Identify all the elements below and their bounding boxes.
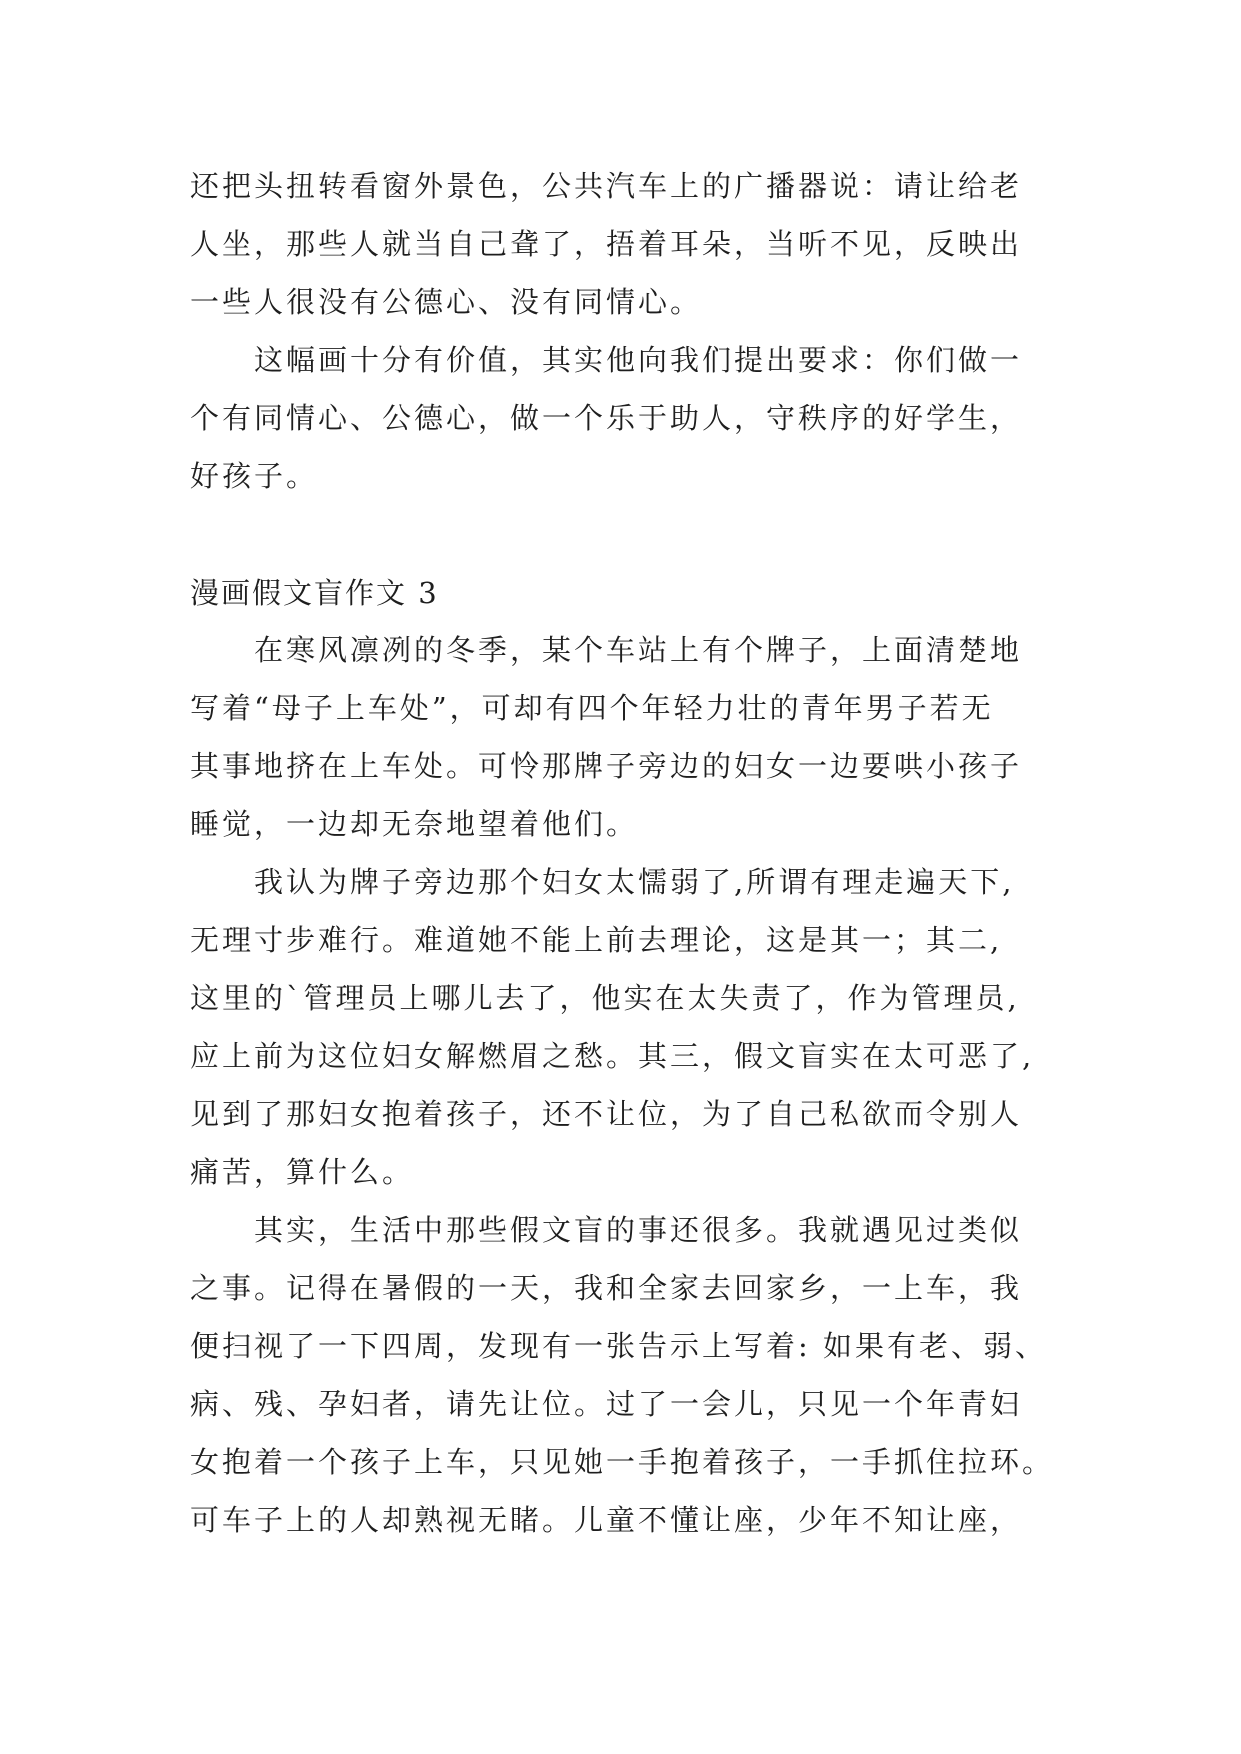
text-line: 这里的`管理员上哪儿去了，他实在太失责了，作为管理员, xyxy=(190,981,1020,1015)
text-line: 应上前为这位妇女解燃眉之愁。其三，假文盲实在太可恶了, xyxy=(190,1039,1035,1073)
text-line: 个有同情心、公德心，做一个乐于助人，守秩序的好学生， xyxy=(190,401,1023,435)
text-line: 其事地挤在上车处。可怜那牌子旁边的妇女一边要哄小孩子 xyxy=(190,749,1023,783)
essay-3-section xyxy=(190,565,1070,1549)
text-line: 见到了那妇女抱着孩子，还不让位，为了自己私欲而令别人 xyxy=(190,1097,1023,1131)
previous-essay-ending xyxy=(190,157,1070,505)
text-line: 其实，生活中那些假文盲的事还很多。我就遇见过类似 xyxy=(190,1213,1023,1247)
text-line: 还把头扭转看窗外景色，公共汽车上的广播器说：请让给老 xyxy=(190,169,1023,203)
text-line: 一些人很没有公德心、没有同情心。 xyxy=(190,285,703,319)
text-line: 之事。记得在暑假的一天，我和全家去回家乡，一上车，我 xyxy=(190,1271,1023,1305)
text-line: 在寒风凛冽的冬季，某个车站上有个牌子，上面清楚地 xyxy=(190,633,1023,667)
essay-title: 漫画假文盲作文 3 xyxy=(190,576,439,610)
text-line: 痛苦，算什么。 xyxy=(190,1155,415,1189)
text-line: 写着“母子上车处”，可却有四个年轻力壮的青年男子若无 xyxy=(190,691,994,725)
text-line: 无理寸步难行。难道她不能上前去理论，这是其一；其二, xyxy=(190,923,1003,957)
text-line: 女抱着一个孩子上车，只见她一手抱着孩子，一手抓住拉环。 xyxy=(190,1445,1055,1479)
text-line: 睡觉，一边却无奈地望着他们。 xyxy=(190,807,639,841)
text-line: 这幅画十分有价值，其实他向我们提出要求：你们做一 xyxy=(190,343,1023,377)
text-line: 人坐，那些人就当自己聋了，捂着耳朵，当听不见，反映出 xyxy=(190,227,1023,261)
text-line: 好孩子。 xyxy=(190,459,319,493)
text-line: 可车子上的人却熟视无睹。儿童不懂让座，少年不知让座， xyxy=(190,1503,1023,1537)
text-line: 便扫视了一下四周，发现有一张告示上写着: 如果有老、弱、 xyxy=(190,1329,1047,1363)
text-line: 病、残、孕妇者，请先让位。过了一会儿，只见一个年青妇 xyxy=(190,1387,1023,1421)
text-line: 我认为牌子旁边那个妇女太懦弱了,所谓有理走遍天下, xyxy=(190,865,1015,899)
